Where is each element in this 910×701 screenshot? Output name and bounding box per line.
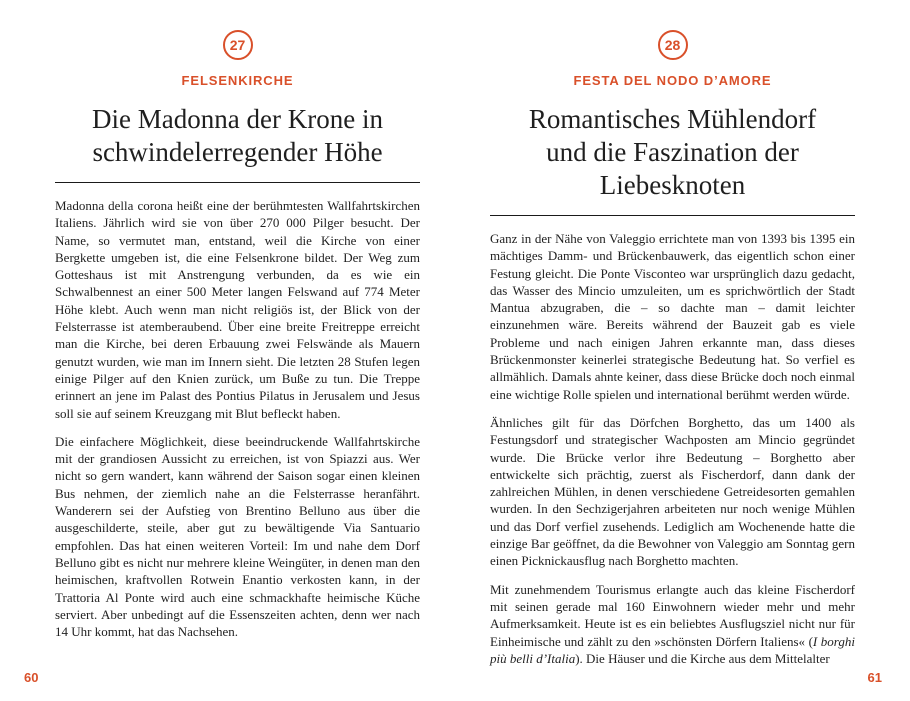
page-number-left: 60: [24, 670, 39, 685]
paragraph-text: Mit zunehmendem Tourismus erlangte auch das kleine Fischerdorf mit seinen gerade mal 160 Einwohnern wieder mehr und mehr Aufmerksamkeit. Heute ist es ein beliebtes Ausflugsziel nicht nur für Einheimische und zählt zu den »schönsten Dörfern Italiens« (: [490, 581, 855, 649]
chapter-header-right: [490, 30, 855, 216]
paragraph-text: ). Die Häuser und die Kirche aus dem Mittelalter: [575, 650, 830, 666]
title-line: schwindelerregender Höhe: [92, 137, 383, 167]
article-body: [490, 230, 855, 667]
paragraph: [490, 581, 855, 667]
article-title: [490, 103, 855, 202]
title-line: und die Faszination der: [546, 137, 799, 167]
article-body: [55, 197, 420, 640]
chapter-number: 28: [664, 37, 681, 53]
page-number-right: 61: [867, 670, 882, 685]
paragraph: Die einfachere Möglichkeit, diese beeindruckende Wallfahrtskirche mit der grandiosen Aussicht zu erreichen, ist von Spiazzi aus. Wer nicht so gern wandert, kann während der Saison sogar einen kleinen Bus nehmen, der ziemlich nahe an die Felsterrasse heranfährt. Wanderern sei der Aufstieg von Brentino Belluno aus über die ausgeschilderte, steile, aber gut zu bewältigende Via Santuario empfohlen. Das hat einen weiteren Vorteil: Im und nahe dem Dorf Belluno gibt es nicht nur mehrere kleine Weingüter, in denen man den heimischen, kraftvollen Rotwein Enantio verkosten kann, in der Trattoria Al Ponte wird auch eine schmackhafte heimische Küche serviert. Aber unbedingt auf die Essenszeiten achten, denn wer nach 14 Uhr kommt, hat das Nachsehen.: [55, 433, 420, 640]
paragraph-italic-text: I borghi più belli d’Italia: [490, 633, 855, 666]
category-label: FELSENKIRCHE: [181, 73, 294, 88]
chapter-number-badge: [658, 30, 688, 60]
chapter-header-left: [55, 30, 420, 183]
chapter-number-badge: [223, 30, 253, 60]
title-rule: [490, 215, 855, 216]
paragraph: Ganz in der Nähe von Valeggio errichtete man von 1393 bis 1395 ein mächtiges Damm- und Brückenbauwerk, das eigentlich schon einer Festung gleicht. Die Ponte Visconteo war ursprünglich dazu gedacht, das Wasser des Mincio umzuleiten, um es sprichwörtlich der Stadt Mantua abzugraben, die – so dachte man – damit leichter einzunehmen wäre. Bereits während der Bauzeit gab es viele Probleme und nach einigen Jahren erkannte man, dass dieses Brückenmonster keinerlei strategische Bedeutung hat. So verfiel es allmählich. Damals ahnte keiner, dass diese Brücke doch noch einmal eine wichtige Rolle spielen und international berühmt werden würde.: [490, 231, 855, 402]
title-line: Die Madonna der Krone in: [92, 104, 383, 134]
paragraph: Madonna della corona heißt eine der berühmtesten Wallfahrtskirchen Italiens. Jährlich wird sie von über 270 000 Pilger besucht. Der Name, so vermutet man, entstand, weil die Kirche von einer Bergkette umgeben ist, die eine Felsenkrone bildet. Der Weg zum Gotteshaus ist mit Anstrengung verbunden, da es wie ein Schwalbennest an einer 500 Meter langen Felswand auf 774 Meter Höhe klebt. Auch wenn man nicht religiös ist, der Blick von der Felsterrasse ist atemberaubend. Über eine breite Freitreppe erreicht man die Kirche, bei deren Erbauung zwei Felswände als Mauern genutzt wurden, wie man im Innern sieht. Die letzten 28 Stufen legen einige Pilger auf den Knien zurück, um Buße zu tun. Die Treppe erinnert an jene im Palast des Pontius Pilatus in Jerusalem und Jesus soll sie auf seinem Kreuzgang mit Blut befleckt haben.: [55, 198, 420, 421]
paragraph: Ähnliches gilt für das Dörfchen Borghetto, das um 1400 als Festungsdorf und strategischer Wachposten am Mincio gegründet wurde. Die Brücke verlor ihre Bedeutung – Borghetto aber entwickelte sich prächtig, zuerst als Fischerdorf, dann dank der zahlreichen Mühlen, in denen verschiedene Getreidesorten gemahlen wurden. In den Sechzigerjahren arbeiteten nur noch wenige Mühlen und das Dorf verfiel zusehends. Lediglich am Wochenende hatte die einzige Bar geöffnet, da die Bewohner von Valeggio am Sonntag gern einen Picknickausflug nach Borghetto machten.: [490, 414, 855, 569]
title-line: Romantisches Mühlendorf: [528, 104, 817, 134]
page-right: [455, 0, 910, 701]
chapter-number: 27: [229, 37, 246, 53]
title-line: Liebesknoten: [599, 170, 746, 200]
title-rule: [55, 182, 420, 183]
category-label: FESTA DEL NODO D’AMORE: [573, 73, 772, 88]
article-title: [55, 103, 420, 169]
